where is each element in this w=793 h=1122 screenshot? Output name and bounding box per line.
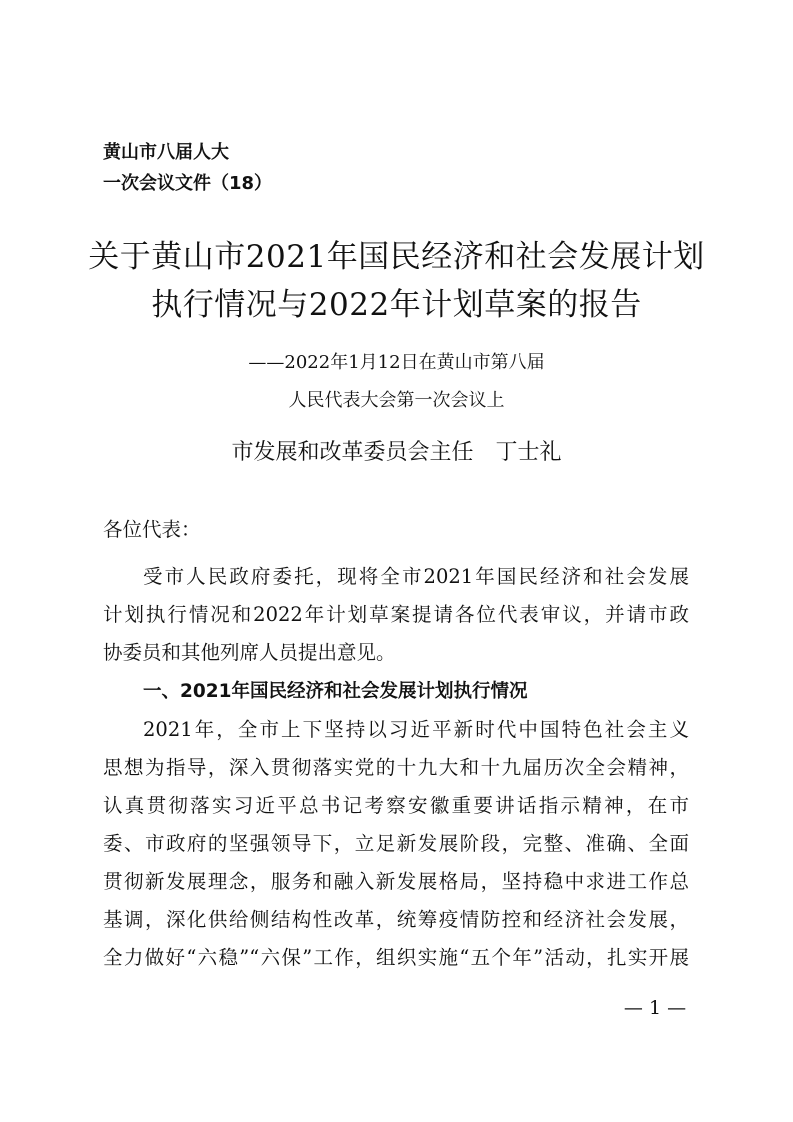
- subtitle-line-2: 人民代表大会第一次会议上: [288, 390, 505, 411]
- paragraph-line-3: 认真贯彻落实习近平总书记考察安徽重要讲话指示精神，在市: [103, 794, 689, 817]
- section-heading: 一、2021年国民经济和社会发展计划执行情况: [143, 681, 528, 702]
- paragraph-line-5: 贯彻新发展理念，服务和融入新发展格局，坚持稳中求进工作总: [103, 870, 689, 893]
- report-author: 市发展和改革委员会主任 丁士礼: [231, 440, 562, 465]
- page-number: — 1 —: [623, 997, 687, 1019]
- intro-line-1: 受市人民政府委托，现将全市2021年国民经济和社会发展: [143, 565, 689, 588]
- salutation: 各位代表：: [103, 518, 201, 541]
- document-number-label: 一次会议文件（18）: [103, 173, 273, 194]
- title-line-2: 执行情况与2022年计划草案的报告: [151, 287, 642, 323]
- meeting-session-label: 黄山市八届人大: [103, 142, 229, 163]
- paragraph-line-6: 基调，深化供给侧结构性改革，统筹疫情防控和经济社会发展，: [103, 908, 689, 931]
- title-line-1: 关于黄山市2021年国民经济和社会发展计划: [88, 239, 705, 275]
- paragraph-line-7: 全力做好“六稳”“六保”工作，组织实施“五个年”活动，扎实开展: [103, 946, 689, 969]
- paragraph-line-2: 思想为指导，深入贯彻落实党的十九大和十九届历次全会精神，: [103, 756, 689, 779]
- intro-line-2: 计划执行情况和2022年计划草案提请各位代表审议，并请市政: [103, 603, 689, 626]
- subtitle-line-1: ——2022年1月12日在黄山市第八届: [248, 352, 545, 373]
- paragraph-line-1: 2021年，全市上下坚持以习近平新时代中国特色社会主义: [143, 718, 689, 741]
- paragraph-line-4: 委、市政府的坚强领导下，立足新发展阶段，完整、准确、全面: [103, 832, 689, 855]
- intro-line-3: 协委员和其他列席人员提出意见。: [103, 641, 396, 664]
